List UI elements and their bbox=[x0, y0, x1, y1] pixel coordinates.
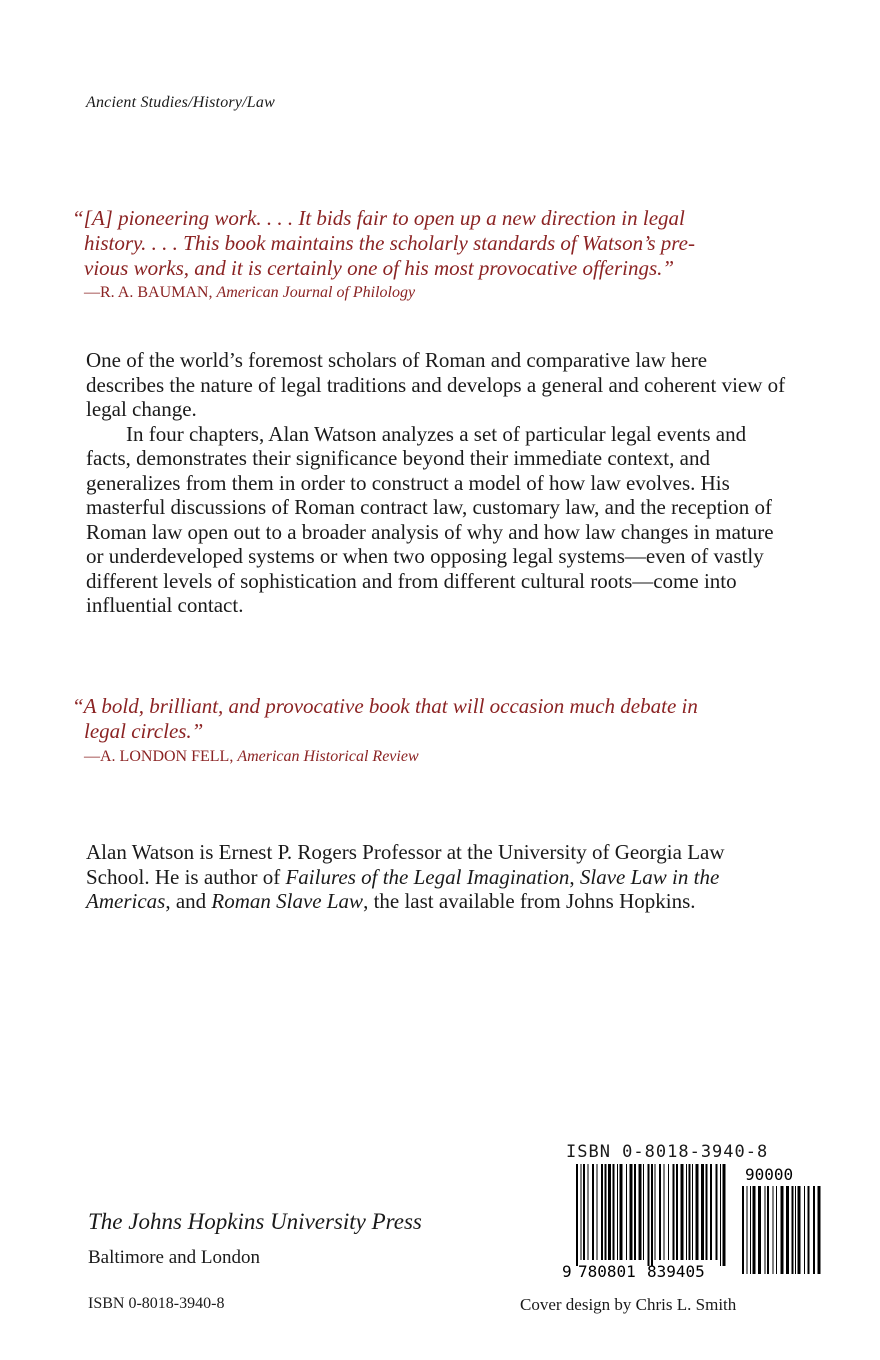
book-title: Failures of the Legal Imagination bbox=[285, 864, 570, 889]
barcode-bar bbox=[818, 1186, 821, 1274]
barcode-digits-left: 780801 bbox=[578, 1262, 636, 1279]
barcode-bar bbox=[689, 1164, 691, 1260]
barcode-bar bbox=[597, 1164, 598, 1260]
barcode-price-code: 90000 bbox=[745, 1165, 794, 1184]
barcode-bar bbox=[758, 1186, 761, 1274]
barcode-bar bbox=[716, 1164, 718, 1260]
barcode-bar bbox=[588, 1164, 589, 1260]
barcode-bar bbox=[648, 1164, 650, 1266]
barcode-lead-digit: 9 bbox=[562, 1262, 572, 1279]
barcode-bar bbox=[668, 1164, 669, 1260]
barcode-bar bbox=[798, 1186, 801, 1274]
bio-text: , bbox=[569, 864, 580, 889]
barcode-bar bbox=[753, 1186, 756, 1274]
publisher-city: Baltimore and London bbox=[88, 1247, 261, 1268]
description-paragraph-2: In four chapters, Alan Watson analyzes a set of particular legal events and facts, demonstrates their significance beyond their immediate context, and generalizes from them in order to construct a model of how law evolves. His masterful discussions of Roman contract law, customary law, and the reception of Roman law open out to a broader analysis of why and how law changes in mature or underdeveloped systems or when two opposing legal systems—even of vastly different levels of sophistication and from different cultural roots—come into influential contact. bbox=[86, 421, 774, 617]
review-quote-1 bbox=[72, 206, 802, 281]
bio-text: , the last available from Johns Hopkins. bbox=[363, 889, 696, 913]
barcode-bar bbox=[608, 1164, 611, 1260]
barcode-bar bbox=[673, 1164, 675, 1260]
barcode-bar bbox=[581, 1164, 582, 1260]
barcode-bar bbox=[617, 1164, 618, 1260]
review-quote-2-line: legal circles.” bbox=[84, 719, 204, 743]
review-quote-1-line: history. . . . This book maintains the scholarly standards of Watson’s pre- bbox=[84, 231, 695, 255]
book-title: Roman Slave Law bbox=[211, 889, 364, 913]
barcode-bar bbox=[681, 1164, 684, 1260]
barcode-bar bbox=[765, 1186, 766, 1274]
review-quote-1-line: vious works, and it is certainly one of his most provocative offerings.” bbox=[84, 256, 675, 280]
barcode-bar bbox=[620, 1164, 623, 1260]
barcode-bar bbox=[808, 1186, 810, 1274]
category-label: Ancient Studies/History/Law bbox=[86, 94, 275, 111]
barcode-bar bbox=[659, 1164, 661, 1260]
barcode-bar bbox=[626, 1164, 627, 1260]
barcode-bar bbox=[767, 1186, 769, 1274]
barcode-bar bbox=[630, 1164, 633, 1260]
barcode-bar bbox=[686, 1164, 687, 1260]
review-attribution-2 bbox=[84, 748, 419, 766]
review-author: —A. LONDON FELL, bbox=[84, 748, 234, 765]
barcode-bar bbox=[576, 1164, 578, 1266]
barcode-bar bbox=[592, 1164, 594, 1260]
barcode-bar bbox=[750, 1186, 751, 1274]
barcode-bar bbox=[795, 1186, 796, 1274]
barcode-bar bbox=[804, 1186, 805, 1274]
barcode-bar bbox=[664, 1164, 665, 1260]
barcode-bar bbox=[655, 1164, 656, 1260]
review-attribution-1 bbox=[84, 284, 415, 302]
barcode-bar bbox=[696, 1164, 699, 1260]
barcode-bar bbox=[651, 1164, 653, 1266]
author-bio bbox=[86, 840, 786, 914]
review-quote-1-line: “[A] pioneering work. . . . It bids fair to open up a new direction in legal bbox=[72, 206, 685, 230]
barcode-bar bbox=[634, 1164, 636, 1260]
barcode-isbn-label: ISBN 0-8018-3940-8 bbox=[566, 1142, 769, 1162]
review-quote-2-line: “A bold, brilliant, and provocative book that will occasion much debate in bbox=[72, 694, 698, 718]
barcode-addon-bars bbox=[742, 1186, 821, 1274]
barcode-bar bbox=[601, 1164, 603, 1260]
barcode-bar bbox=[773, 1186, 774, 1274]
description bbox=[86, 348, 786, 618]
bio-text: Alan Watson is Ernest P. Rogers Professor at the University of Georgia Law School. He is author of bbox=[86, 840, 725, 889]
barcode-bar bbox=[613, 1164, 615, 1260]
barcode-digits-right: 839405 bbox=[647, 1262, 705, 1279]
barcode-bars bbox=[576, 1164, 726, 1266]
review-author: —R. A. BAUMAN, bbox=[84, 284, 213, 301]
isbn-text: ISBN 0-8018-3940-8 bbox=[88, 1295, 225, 1312]
barcode-bar bbox=[792, 1186, 794, 1274]
description-paragraph-1: One of the world’s foremost scholars of Roman and comparative law here describes the nature of legal traditions and develops a general and coherent view of legal change. bbox=[86, 348, 786, 421]
barcode-bar bbox=[710, 1164, 712, 1260]
barcode-bar bbox=[706, 1164, 708, 1260]
barcode-bar bbox=[813, 1186, 815, 1274]
barcode-bar bbox=[605, 1164, 607, 1260]
barcode-bar bbox=[701, 1164, 704, 1260]
review-quote-2 bbox=[72, 694, 792, 744]
barcode-bar bbox=[583, 1164, 585, 1260]
barcode-bar bbox=[747, 1186, 748, 1274]
barcode-bar bbox=[676, 1164, 678, 1260]
barcode-bar bbox=[781, 1186, 784, 1274]
barcode-bar bbox=[776, 1186, 777, 1274]
book-title: Slave Law in the Americas bbox=[86, 864, 720, 913]
barcode-bar bbox=[720, 1164, 721, 1266]
barcode-bar bbox=[639, 1164, 642, 1260]
barcode bbox=[562, 1164, 822, 1279]
bio-text: , and bbox=[165, 889, 212, 913]
barcode-bar bbox=[643, 1164, 644, 1260]
barcode-bar bbox=[723, 1164, 726, 1266]
barcode-bar bbox=[692, 1164, 693, 1260]
review-source: American Historical Review bbox=[237, 748, 419, 765]
cover-credit: Cover design by Chris L. Smith bbox=[520, 1295, 737, 1314]
barcode-bar bbox=[786, 1186, 789, 1274]
review-source: American Journal of Philology bbox=[216, 284, 416, 301]
barcode-bar bbox=[742, 1186, 744, 1274]
publisher-name: The Johns Hopkins University Press bbox=[88, 1209, 422, 1234]
